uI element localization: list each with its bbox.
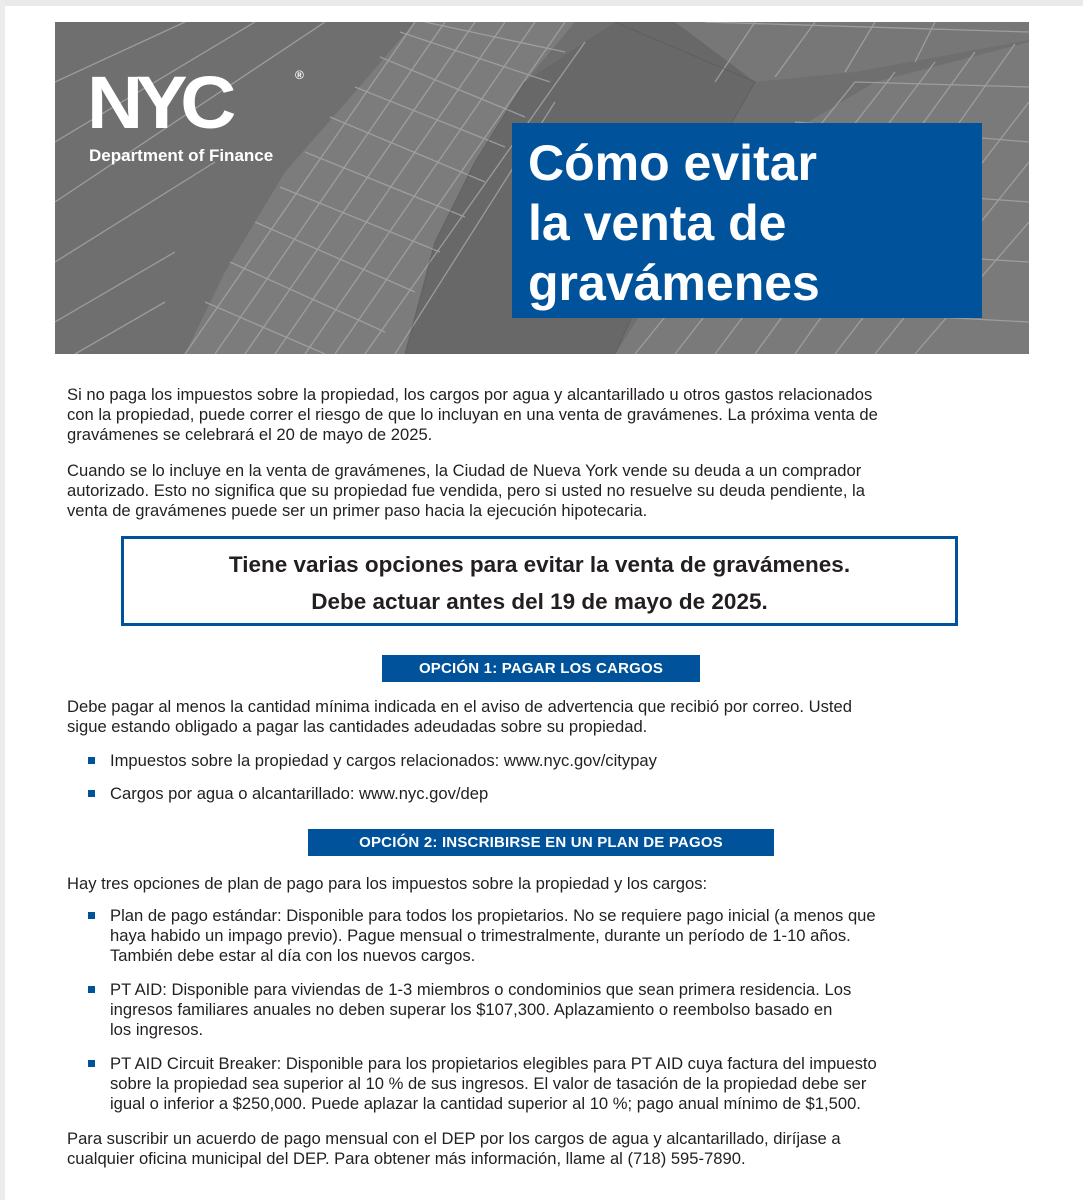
bullet-square-icon (88, 757, 95, 764)
intro-paragraph-2 (67, 461, 1017, 521)
title-line: gravámenes (528, 255, 820, 311)
title-box (512, 123, 982, 318)
option-2-description: Hay tres opciones de plan de pago para los impuestos sobre la propiedad y los cargos: (67, 874, 708, 893)
option-2-label: OPCIÓN 2: INSCRIBIRSE EN UN PLAN DE PAGOS (308, 829, 774, 856)
text-line: Debe pagar al menos la cantidad mínima indicada en el aviso de advertencia que recibió por correo. Usted (67, 697, 852, 716)
text-line: con la propiedad, puede correr el riesgo de que lo incluyan en una venta de gravámenes. La próxima venta de (67, 405, 878, 424)
text-line: sobre la propiedad sea superior al 10 % de sus ingresos. El valor de tasación de la propiedad debe ser (110, 1074, 867, 1093)
list-item-text: Cargos por agua o alcantarillado: www.nyc.gov/dep (110, 784, 489, 803)
text-line: ingresos familiares anuales no deben superar los $107,300. Aplazamiento o reembolso basado en (110, 1000, 833, 1019)
list-item-text (110, 1054, 1010, 1114)
page-left-edge (0, 0, 5, 1200)
department-name: Department of Finance (89, 146, 274, 165)
callout-line-2: Debe actuar antes del 19 de mayo de 2025. (311, 589, 768, 614)
list-item-text (110, 906, 1010, 966)
bullet-square-icon (88, 1060, 95, 1067)
text-line: autorizado. Esto no significa que su propiedad fue vendida, pero si usted no resuelve su deuda pendiente, la (67, 481, 865, 500)
nyc-logo (87, 61, 347, 176)
bullet-square-icon (88, 986, 95, 993)
title-line: Cómo evitar (528, 135, 817, 191)
header-banner (55, 22, 1029, 354)
text-line: Plan de pago estándar: Disponible para todos los propietarios. No se requiere pago inicial (a menos que (110, 906, 876, 925)
nyc-logo-mark: NYC (87, 61, 230, 144)
text-line: También debe estar al día con los nuevos cargos. (110, 946, 476, 965)
text-line: venta de gravámenes puede ser un primer paso hacia la ejecución hipotecaria. (67, 501, 648, 520)
text-line: PT AID Circuit Breaker: Disponible para los propietarios elegibles para PT AID cuya factura del impuesto (110, 1054, 877, 1073)
text-line: sigue estando obligado a pagar las cantidades adeudadas sobre su propiedad. (67, 717, 648, 736)
list-item-text (110, 980, 1010, 1040)
text-line: Cuando se lo incluye en la venta de gravámenes, la Ciudad de Nueva York vende su deuda a un comprador (67, 461, 862, 480)
text-line: cualquier oficina municipal del DEP. Para obtener más información, llame al (718) 595-7890. (67, 1149, 746, 1168)
list-item-text: Impuestos sobre la propiedad y cargos relacionados: www.nyc.gov/citypay (110, 751, 657, 770)
option-1-label: OPCIÓN 1: PAGAR LOS CARGOS (382, 655, 700, 682)
text-line: PT AID: Disponible para viviendas de 1-3 miembros o condominios que sean primera residencia. Los (110, 980, 852, 999)
callout-line-1: Tiene varias opciones para evitar la venta de gravámenes. (228, 552, 851, 577)
text-line: Para suscribir un acuerdo de pago mensual con el DEP por los cargos de agua y alcantarillado, diríjase a (67, 1129, 841, 1148)
page-top-edge (0, 0, 1083, 6)
title-line: la venta de (528, 195, 787, 251)
bullet-square-icon (88, 912, 95, 919)
deadline-callout (121, 536, 958, 626)
text-line: haya habido un impago previo). Pague mensual o trimestralmente, durante un período de 1-10 años. (110, 926, 851, 945)
registered-mark: ® (295, 68, 304, 82)
intro-paragraph-1 (67, 385, 1017, 445)
page-title (528, 133, 978, 313)
text-line: los ingresos. (110, 1020, 204, 1039)
text-line: gravámenes se celebrará el 20 de mayo de 2025. (67, 425, 433, 444)
bullet-square-icon (88, 790, 95, 797)
option-1-description (67, 697, 1017, 737)
text-line: Si no paga los impuestos sobre la propiedad, los cargos por agua y alcantarillado u otros gastos relacionados (67, 385, 873, 404)
option-2-footer (67, 1129, 1017, 1169)
text-line: igual o inferior a $250,000. Puede aplazar la cantidad superior al 10 %; pago anual mínimo de $1,500. (110, 1094, 861, 1113)
